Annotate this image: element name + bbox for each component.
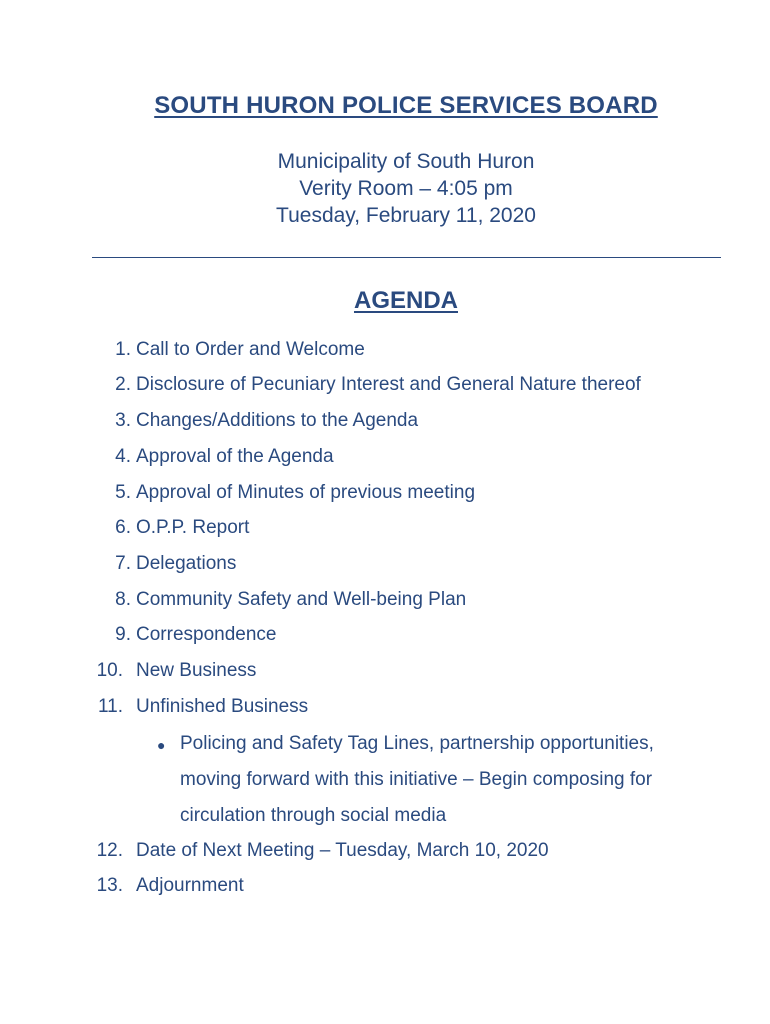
sub-item-line-2: moving forward with this initiative – Begin composing for <box>180 769 653 790</box>
agenda-item-number: 4. <box>115 446 131 467</box>
agenda-item-number: 13. <box>96 875 123 896</box>
sub-item-line-3: circulation through social media <box>180 805 447 826</box>
agenda-heading: AGENDA <box>353 287 458 314</box>
agenda-item-number: 9. <box>115 624 131 645</box>
agenda-item-text: Date of Next Meeting – Tuesday, March 10, 2020 <box>136 840 549 861</box>
agenda-item-number: 7. <box>115 553 131 574</box>
agenda-item-text: Approval of Minutes of previous meeting <box>136 482 476 503</box>
agenda-item-text: Delegations <box>136 553 237 574</box>
agenda-item-text: Correspondence <box>136 624 277 645</box>
agenda-item-text: Adjournment <box>136 875 244 896</box>
agenda-item-number: 3. <box>115 410 131 431</box>
board-title: SOUTH HURON POLICE SERVICES BOARD <box>154 92 658 119</box>
agenda-item-number: 1. <box>115 339 131 360</box>
agenda-item-number: 5. <box>115 482 131 503</box>
municipality-line: Municipality of South Huron <box>277 150 535 173</box>
agenda-item-number: 2. <box>115 374 131 395</box>
agenda-item-number: 11. <box>97 696 123 717</box>
agenda-item-text: Disclosure of Pecuniary Interest and General Nature thereof <box>136 374 641 395</box>
agenda-item-text: Unfinished Business <box>136 696 309 717</box>
sub-item-line-1: Policing and Safety Tag Lines, partnership opportunities, <box>180 733 654 754</box>
sub-item-text <box>180 726 680 834</box>
room-time-line: Verity Room – 4:05 pm <box>299 177 513 200</box>
agenda-item-text: O.P.P. Report <box>136 517 250 538</box>
agenda-item-number: 8. <box>115 589 131 610</box>
agenda-item-number: 10. <box>96 660 123 681</box>
date-line: Tuesday, February 11, 2020 <box>276 204 536 227</box>
agenda-item-text: New Business <box>136 660 257 681</box>
agenda-item-text: Call to Order and Welcome <box>136 339 365 360</box>
agenda-item-text: Changes/Additions to the Agenda <box>136 410 419 431</box>
agenda-item-text: Community Safety and Well-being Plan <box>136 589 467 610</box>
separator-line <box>92 257 721 258</box>
agenda-item-number: 12. <box>96 840 123 861</box>
bullet-icon: ● <box>157 737 166 753</box>
agenda-item-text: Approval of the Agenda <box>136 446 334 467</box>
agenda-item-number: 6. <box>115 517 131 538</box>
